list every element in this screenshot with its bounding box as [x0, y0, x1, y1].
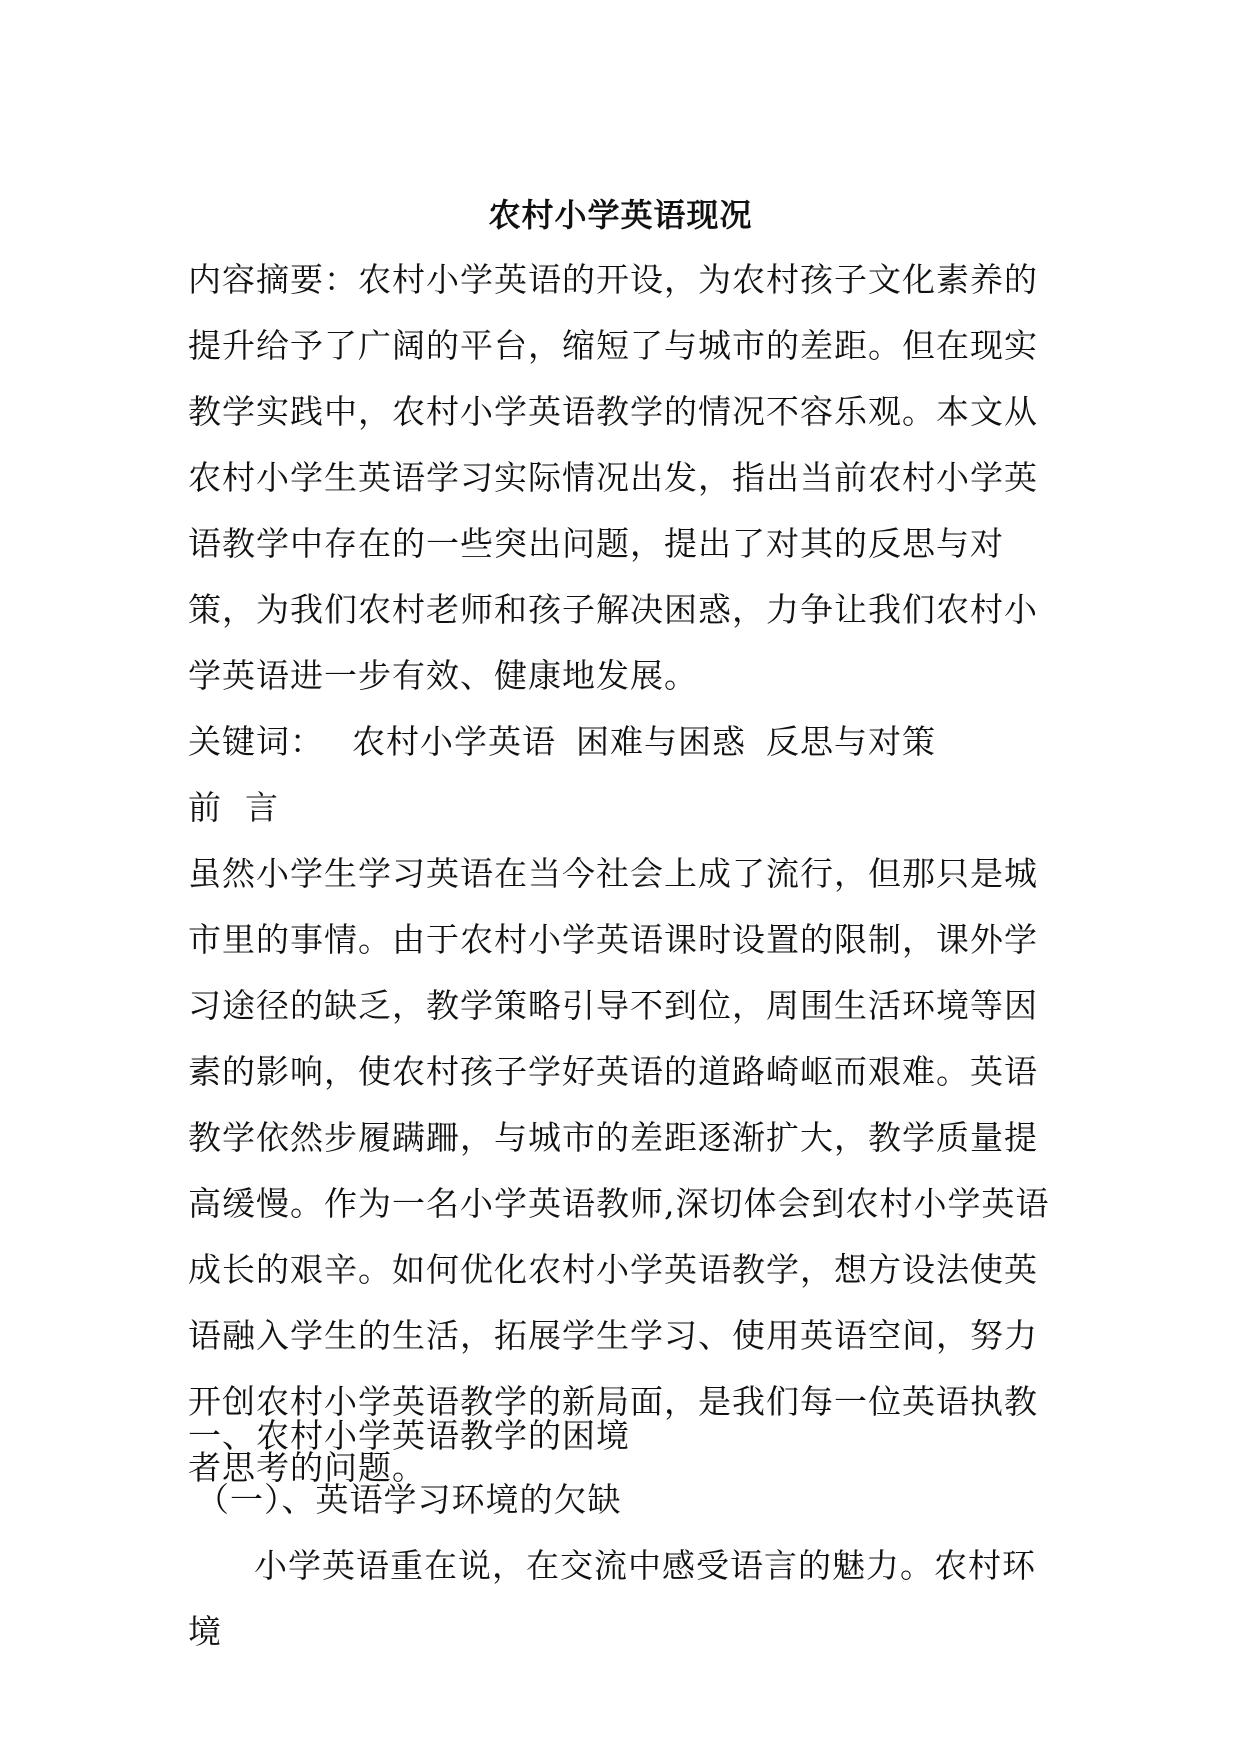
keyword-item: 反思与对策 — [766, 722, 936, 761]
section-paragraph: 小学英语重在说，在交流中感受语言的魅力。农村环境 — [188, 1546, 1036, 1651]
keywords-line — [188, 709, 1068, 775]
document-title: 农村小学英语现况 — [488, 196, 753, 234]
section-heading: 一、农村小学英语教学的困境 — [188, 1416, 630, 1455]
preface-paragraph: 虽然小学生学习英语在当今社会上成了流行，但那只是城市里的事情。由于农村小学英语课时设置的限制，课外学习途径的缺乏，教学策略引导不到位，周围生活环境等因素的影响，使农村孩子学好英语的道路崎岖而艰难。英语教学依然步履蹒跚，与城市的差距逐渐扩大，教学质量提高缓慢。作为一名小学英语教师,深切体会到农村小学英语成长的艰辛。如何优化农村小学英语教学，想方设法使英语融入学生的生活，拓展学生学习、使用英语空间，努力开创农村小学英语教学的新局面，是我们每一位英语执教者思考的问题。 — [188, 854, 1050, 1487]
abstract-paragraph: 内容摘要：农村小学英语的开设，为农村孩子文化素养的提升给予了广阔的平台，缩短了与城市的差距。但在现实教学实践中，农村小学英语教学的情况不容乐观。本文从农村小学生英语学习实际情况出发，指出当前农村小学英语教学中存在的一些突出问题，提出了对其的反思与对策，为我们农村老师和孩子解决困惑，力争让我们农村小学英语进一步有效、健康地发展。 — [188, 260, 1038, 695]
preface-heading: 前 言 — [188, 788, 279, 827]
keyword-item: 农村小学英语 — [352, 722, 556, 761]
subsection-heading: （一）、英语学习环境的欠缺 — [196, 1480, 622, 1519]
keyword-item: 困难与困惑 — [576, 722, 746, 761]
keywords-label: 关键词： — [188, 722, 324, 761]
